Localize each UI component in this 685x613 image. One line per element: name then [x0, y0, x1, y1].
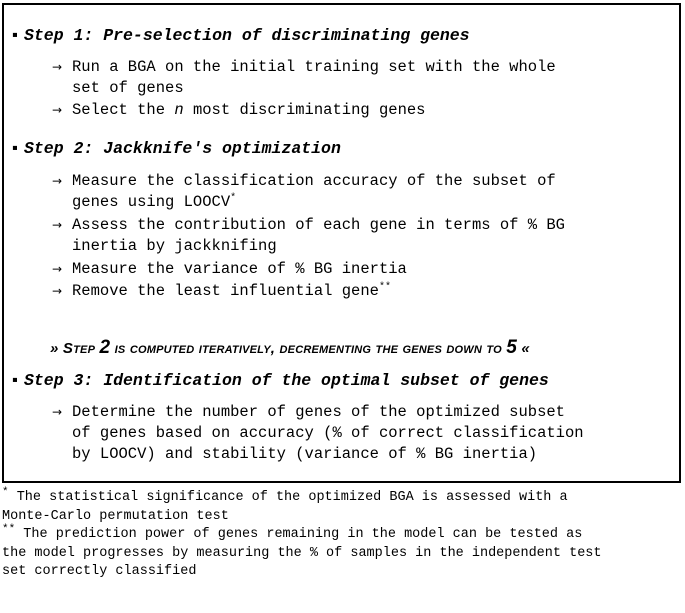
step2-heading [10, 139, 341, 158]
footnote-2 [2, 523, 682, 582]
arrow-icon: → [52, 218, 63, 232]
footnote-1-mark: * [2, 486, 9, 499]
step3-bullet: ▪ [10, 371, 20, 390]
step2-item-4 [52, 281, 652, 302]
note-text: is computed iteratively, decrementing the genes down to [114, 340, 502, 357]
footnote-2-mark: ** [2, 523, 16, 536]
step1-item-1-text: Run a BGA on the initial training set with the whole set of genes [72, 58, 556, 97]
step2-item-4-mark: ** [378, 281, 391, 293]
step1-item-2 [52, 100, 652, 121]
step3-title: Step 3: Identification of the optimal subset of genes [24, 371, 549, 390]
note-num: 2 [99, 337, 111, 358]
step2-item-2-text: Assess the contribution of each gene in terms of % BG inertia by jackknifing [72, 216, 565, 255]
step1-bullet: ▪ [10, 26, 20, 45]
arrow-icon: → [52, 174, 63, 188]
step3-heading [10, 371, 549, 390]
step2-title: Step 2: Jackknife's optimization [24, 139, 341, 158]
workflow-box [2, 3, 681, 483]
step2-item-1-mark: * [230, 192, 237, 204]
note-end-num: 5 [506, 337, 517, 358]
step1-item-1 [52, 57, 652, 99]
step1-item-2-rest: most discriminating genes [183, 101, 426, 119]
step2-bullet: ▪ [10, 139, 20, 158]
step1-item-2-text: Select the [72, 101, 175, 119]
note-label: Step [62, 340, 96, 357]
arrow-icon: → [52, 284, 63, 298]
step1-heading [10, 26, 470, 45]
step1-title: Step 1: Pre-selection of discriminating genes [24, 26, 470, 45]
note-close: « [521, 340, 530, 357]
step1-item-2-var: n [174, 101, 184, 119]
step2-item-3 [52, 259, 652, 280]
footnote-1 [2, 486, 682, 526]
arrow-icon: → [52, 60, 63, 74]
step2-item-4-text: Remove the least influential gene [72, 282, 379, 300]
footnotes [2, 486, 682, 582]
arrow-icon: → [52, 405, 63, 419]
step2-item-2 [52, 215, 652, 257]
footnote-2-text: The prediction power of genes remaining in the model can be tested as the model progresses by measuring the % of samples in the independent test set correctly classified [2, 527, 602, 579]
iteration-note [50, 337, 530, 359]
note-open: » [50, 340, 59, 357]
step2-item-1 [52, 171, 652, 213]
step2-item-3-text: Measure the variance of % BG inertia [72, 260, 407, 278]
arrow-icon: → [52, 103, 63, 117]
step2-item-1-text: Measure the classification accuracy of the subset of genes using LOOCV [72, 172, 556, 211]
step3-item-1-text: Determine the number of genes of the optimized subset of genes based on accuracy (% of correct classification by LOOCV) and stability (variance of % BG inertia) [72, 403, 584, 463]
step3-item-1 [52, 402, 652, 465]
footnote-1-text: The statistical significance of the optimized BGA is assessed with a Monte-Carlo permutation test [2, 490, 568, 524]
arrow-icon: → [52, 262, 63, 276]
